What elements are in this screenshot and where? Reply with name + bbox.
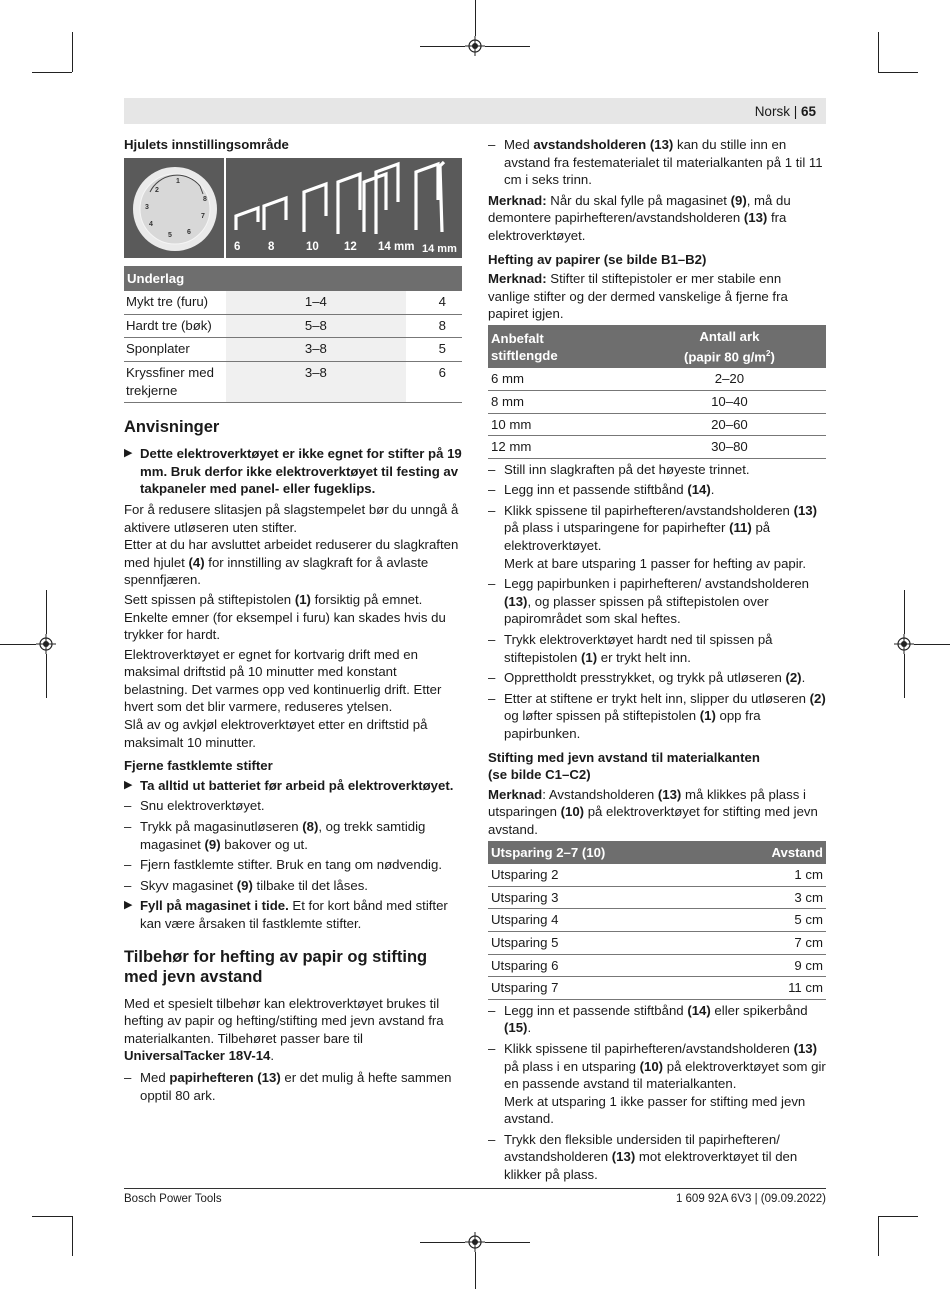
dial-icon xyxy=(130,164,220,254)
list-item xyxy=(488,502,826,572)
paragraph: For å redusere slitasjen på slagstempelet bør du unngå å aktivere utløseren uten stifter. xyxy=(124,501,459,535)
text-run: . xyxy=(527,1020,532,1036)
footer-brand: Bosch Power Tools xyxy=(124,1193,222,1205)
text-run: Opprettholdt presstrykket, og trykk på utløseren xyxy=(504,670,786,686)
crop-mark xyxy=(32,1216,72,1217)
text-run: bakover og ut. xyxy=(220,836,308,852)
table-row xyxy=(488,931,826,954)
list-item: – Still inn slagkraften på det høyeste trinnet. xyxy=(488,461,826,479)
crop-mark xyxy=(72,32,73,72)
list-item xyxy=(488,631,826,666)
ref-number: (2) xyxy=(785,670,802,686)
paragraph xyxy=(488,270,826,323)
ref-number: (13) xyxy=(611,1149,636,1165)
table-cell: 5 cm xyxy=(717,909,826,932)
staple-label: 12 xyxy=(344,240,357,253)
registration-mark-icon xyxy=(894,634,914,654)
text-run: Stifter til stiftepistoler er mer stabile enn vanlige stifter og der dermed vanskelige å fjerne fra papiret igjen. xyxy=(488,271,788,322)
dial-number: 5 xyxy=(168,231,172,239)
table-row xyxy=(488,390,826,413)
dial-number: 6 xyxy=(187,228,191,236)
text-run: mot elektroverktøyet til den klikker på plass. xyxy=(504,1149,798,1183)
text-run: og løfter spissen på stiftepistolen xyxy=(504,708,700,724)
ref-number: (1) xyxy=(699,708,716,724)
text-run: Etter at du har avsluttet arbeidet reduserer du slagkraften med hjulet xyxy=(124,537,459,570)
table-cell: 8 xyxy=(406,314,462,338)
table-cell: Utsparing 5 xyxy=(488,931,717,954)
ref-number: (13) xyxy=(793,1040,818,1056)
list-item: – Fjern fastklemte stifter. Bruk en tang om nødvendig. xyxy=(124,856,462,874)
table-cell: 10–40 xyxy=(633,390,826,413)
crop-mark xyxy=(485,1242,530,1243)
ref-number: (14) xyxy=(687,482,711,498)
ref-number: (13) xyxy=(504,593,528,609)
table-row xyxy=(124,338,462,362)
ref-number: (4) xyxy=(188,554,205,570)
text-run: : Avstandsholderen xyxy=(542,786,658,802)
table-cell: 3–8 xyxy=(226,338,406,362)
text-run: , og trekk samtidig magasinet xyxy=(140,819,426,852)
paragraph: Elektroverktøyet er egnet for kortvarig drift med en maksimal driftstid på 10 minutter med konstant belastning. Det varmes opp ved kontinuerlig drift. Etter hvert som det blir varmere, reduseres ytelsen. xyxy=(124,646,442,715)
table-cell: 12 mm xyxy=(488,436,633,459)
paragraph xyxy=(488,786,826,839)
header-text: 2 xyxy=(766,348,771,358)
header-text: stiftlengde xyxy=(491,347,558,363)
paragraph xyxy=(124,591,462,644)
text-run: forsiktig på emnet. Enkelte emner (for eksempel i furu) kan skades hvis du trykker for hardt. xyxy=(124,591,446,643)
ref-number: (11) xyxy=(729,520,752,536)
ref-number: avstandsholderen (13) xyxy=(533,137,674,152)
list-item xyxy=(488,1040,826,1128)
paragraph xyxy=(124,995,462,1065)
text-run: Merk at bare utsparing 1 passer for hefting av papir. xyxy=(504,555,807,571)
table-cell: 6 xyxy=(406,361,462,402)
warning-item xyxy=(124,897,462,932)
table-cell: 4 xyxy=(406,291,462,314)
table-cell: Utsparing 6 xyxy=(488,954,717,977)
arrow-icon: ▶ xyxy=(124,447,133,460)
table-cell: 8 mm xyxy=(488,390,633,413)
crop-mark xyxy=(485,46,530,47)
range-title: Hjulets innstillingsområde xyxy=(124,137,289,152)
section-title: Tilbehør for hefting av papir og stifting med jevn avstand xyxy=(124,947,428,986)
warning-text: Fyll på magasinet i tide. xyxy=(140,898,289,914)
paragraph: Slå av og avkjøl elektroverktøyet etter en driftstid på maksimalt 10 minutter. xyxy=(124,717,428,750)
ref-number: (1) xyxy=(580,649,598,665)
subsection-title: Hefting av papirer (se bilde B1–B2) xyxy=(488,251,707,267)
ref-number: papirhefteren (13) xyxy=(169,1069,281,1085)
table-cell: Utsparing 2 xyxy=(488,864,717,886)
ref-number: (9) xyxy=(236,877,253,893)
header-text: Antall ark xyxy=(699,328,760,344)
crop-mark xyxy=(46,590,47,634)
text-run: Trykk på magasinutløseren xyxy=(140,819,303,835)
header-text: (papir 80 g/m xyxy=(683,349,767,365)
staple-label: 8 xyxy=(268,240,275,253)
list-item xyxy=(488,136,826,189)
staple-label: 10 xyxy=(306,240,319,253)
table-cell: 20–60 xyxy=(633,413,826,436)
text-run: på elektroverktøyet som gir en passende avstand til materialkanten. xyxy=(504,1058,826,1092)
list-item xyxy=(488,1131,826,1184)
warning-item xyxy=(124,445,462,498)
page-header xyxy=(124,98,826,124)
staple-figure xyxy=(124,158,462,258)
arrow-icon: ▶ xyxy=(124,778,133,791)
list-item: – Snu elektroverktøyet. xyxy=(124,797,462,815)
table-header-row xyxy=(124,266,462,292)
table-row xyxy=(488,886,826,909)
page-number: 65 xyxy=(800,104,816,119)
substrate-table xyxy=(124,266,462,404)
text-run: kan du stille inn en avstand fra festematerialet til materialkanten på 1 til 11 cm i seks trinn. xyxy=(504,137,823,188)
text-run: på plass i en utsparing xyxy=(504,1058,640,1074)
header-text: Norsk | 65 xyxy=(754,104,816,119)
table-cell: 30–80 xyxy=(633,436,826,459)
crop-mark xyxy=(878,1216,879,1256)
text-run: tilbake til det låses. xyxy=(252,877,368,893)
text-run: Klikk spissene til papirhefteren/avstandsholderen xyxy=(504,1040,794,1056)
warning-item xyxy=(124,777,462,795)
list-item xyxy=(488,690,826,743)
table-header xyxy=(633,325,826,368)
table-cell: 6 mm xyxy=(488,368,633,390)
crop-mark xyxy=(904,590,905,634)
text-run: på elektroverktøyet for stifting med jevn avstand. xyxy=(488,804,818,837)
header-section: Norsk xyxy=(754,104,790,119)
table-cell: 11 cm xyxy=(717,977,826,1000)
table-cell: 9 cm xyxy=(717,954,826,977)
ref-number: (9) xyxy=(730,192,747,208)
text-run: må klikkes på plass i utsparingen xyxy=(488,786,806,820)
table-cell: Kryssfiner med trekjerne xyxy=(124,361,226,402)
text-run: Med et spesielt tilbehør kan elektroverktøyet brukes til hefting av papir og hefting/stifting med jevn avstand fra materialkanten. Tilbehøret passer bare til xyxy=(124,995,444,1046)
list-item xyxy=(124,818,462,853)
table-row xyxy=(124,291,462,314)
text-run: Etter at stiftene er trykt helt inn, slipper du utløseren xyxy=(504,690,810,706)
table-cell: Hardt tre (bøk) xyxy=(124,314,226,338)
table-header: Underlag xyxy=(124,266,462,292)
table-cell: Utsparing 3 xyxy=(488,886,717,909)
crop-mark xyxy=(420,46,465,47)
dial-number: 2 xyxy=(155,186,159,194)
table-row xyxy=(488,413,826,436)
text-run: for innstilling av slagkraft for å avlaste spennfjæren. xyxy=(124,554,429,588)
ref-number: (1) xyxy=(294,591,311,607)
table-row xyxy=(488,954,826,977)
text-run: Med xyxy=(140,1069,170,1085)
crop-mark xyxy=(475,1252,476,1289)
text-run: Trykk den fleksible undersiden til papirhefteren/ avstandsholderen xyxy=(504,1131,780,1165)
table-cell: Utsparing 4 xyxy=(488,909,717,932)
text-run: fra elektroverktøyet. xyxy=(488,210,787,243)
text-run: Med xyxy=(504,137,534,152)
figure-divider xyxy=(224,158,226,258)
dial-number: 4 xyxy=(149,220,153,228)
list-item xyxy=(124,877,462,895)
registration-mark-icon xyxy=(465,36,485,56)
registration-mark-icon xyxy=(465,1232,485,1252)
table-cell: 5 xyxy=(406,338,462,362)
note-label: Merknad: xyxy=(488,192,547,208)
table-cell: Sponplater xyxy=(124,338,226,362)
title-line: (se bilde C1–C2) xyxy=(488,767,591,783)
arrow-icon: ▶ xyxy=(124,899,133,912)
table-cell: 2–20 xyxy=(633,368,826,390)
table-row xyxy=(488,368,826,390)
registration-mark-icon xyxy=(36,634,56,654)
table-row xyxy=(488,436,826,459)
table-header: Utsparing 2–7 (10) xyxy=(488,841,717,865)
list-item xyxy=(488,575,826,628)
table-header-row xyxy=(488,841,826,865)
text-run: Merk at utsparing 1 ikke passer for stifting med jevn avstand. xyxy=(504,1093,806,1127)
staple-label: 6 xyxy=(234,240,241,253)
footer-docnum: 1 609 92A 6V3 | (09.09.2022) xyxy=(675,1193,826,1205)
header-text: ) xyxy=(770,349,775,365)
table-cell: 1–4 xyxy=(226,291,406,314)
ref-number: (8) xyxy=(302,819,319,835)
table-cell: Mykt tre (furu) xyxy=(124,291,226,314)
text-run: Legg inn et passende stiftbånd xyxy=(504,1002,688,1018)
table-row xyxy=(124,314,462,338)
table-header-row xyxy=(488,325,826,368)
table-row xyxy=(124,361,462,402)
crop-mark xyxy=(878,72,918,73)
text-run: er det mulig å hefte sammen opptil 80 ark. xyxy=(140,1069,452,1103)
table-cell: Utsparing 7 xyxy=(488,977,717,1000)
spacing-table xyxy=(488,841,826,1000)
table-row xyxy=(488,909,826,932)
text-run: Skyv magasinet xyxy=(140,877,237,893)
crop-mark xyxy=(0,644,36,645)
table-cell: 1 cm xyxy=(717,864,826,886)
text-run: på plass i utsparingene for papirhefter xyxy=(504,520,730,536)
text-run: Trykk elektroverktøyet hardt ned til spissen på stiftepistolen xyxy=(504,632,773,665)
text-run: Når du skal fylle på magasinet xyxy=(546,192,731,208)
text-run: på elektroverktøyet. xyxy=(504,520,771,554)
crop-mark xyxy=(72,1216,73,1256)
table-cell: 3–8 xyxy=(226,361,406,402)
table-cell: 10 mm xyxy=(488,413,633,436)
crop-mark xyxy=(878,1216,918,1217)
footer-divider xyxy=(124,1188,826,1189)
subsection-title xyxy=(488,749,826,784)
list-item xyxy=(488,1002,826,1037)
ref-number: (10) xyxy=(560,804,585,820)
table-header: Avstand xyxy=(717,841,826,865)
ref-number: (2) xyxy=(809,690,826,706)
note-label: Merknad xyxy=(488,786,543,802)
right-column xyxy=(488,136,826,1187)
warning-text: Ta alltid ut batteriet før arbeid på elektroverktøyet. xyxy=(140,777,454,793)
staple-label: 14 mm xyxy=(422,242,457,255)
crop-mark xyxy=(420,1242,465,1243)
table-header xyxy=(488,325,633,368)
ref-number: (15) xyxy=(504,1020,528,1036)
note-label: Merknad: xyxy=(488,271,547,287)
section-title: Anvisninger xyxy=(124,418,220,437)
paragraph xyxy=(124,536,462,589)
table-cell: 7 cm xyxy=(717,931,826,954)
text-run: . xyxy=(270,1048,275,1064)
list-item xyxy=(488,481,826,499)
header-text: Anbefalt xyxy=(491,330,544,346)
table-row xyxy=(488,864,826,886)
crop-mark xyxy=(904,654,905,698)
dial-number: 1 xyxy=(176,177,180,185)
dial-number: 8 xyxy=(203,195,207,203)
text-run: Legg papirbunken i papirhefteren/ avstandsholderen xyxy=(504,576,809,592)
list-item xyxy=(488,669,826,687)
dial-number: 7 xyxy=(201,212,205,220)
text-run: , og plasser spissen på stiftepistolen over papirområdet som skal heftes. xyxy=(504,593,769,627)
ref-number: (14) xyxy=(687,1002,711,1018)
dial-number: 3 xyxy=(145,203,149,211)
staples-icon xyxy=(228,158,462,258)
text-run: er trykt helt inn. xyxy=(597,649,691,665)
left-column xyxy=(124,136,462,1107)
text-run: eller spikerbånd xyxy=(710,1002,808,1018)
crop-mark xyxy=(32,72,72,73)
text-run: opp fra papirbunken. xyxy=(504,708,761,742)
text-run: Et for kort bånd med stifter kan være årsaken til fastklemte stifter. xyxy=(140,898,448,931)
text-run: Klikk spissene til papirhefteren/avstandsholderen xyxy=(504,502,794,518)
crop-mark xyxy=(878,32,879,72)
warning-text: Dette elektroverktøyet er ikke egnet for stifter på 19 mm. Bruk derfor ikke elektroverktøyet til festing av takpaneler med panel- eller fugeklips. xyxy=(140,446,462,497)
ref-number: (13) xyxy=(743,210,768,226)
paragraph xyxy=(488,192,826,245)
text-run: Sett spissen på stiftepistolen xyxy=(124,591,295,607)
crop-mark xyxy=(914,644,950,645)
ref-number: (13) xyxy=(793,502,818,518)
table-row xyxy=(488,977,826,1000)
ref-number: (13) xyxy=(657,786,682,802)
text-run: . xyxy=(801,670,806,686)
text-run: . xyxy=(710,482,715,498)
list-item xyxy=(124,1069,462,1104)
product-name: UniversalTacker 18V-14 xyxy=(124,1048,271,1064)
text-run: , må du demontere papirhefteren/avstandsholderen xyxy=(488,192,791,226)
staple-label: 14 mm xyxy=(378,240,415,253)
subsection-title: Fjerne fastklemte stifter xyxy=(124,758,273,774)
ref-number: (10) xyxy=(639,1058,664,1074)
ref-number: (9) xyxy=(204,836,221,852)
sheets-table xyxy=(488,325,826,459)
table-cell: 3 cm xyxy=(717,886,826,909)
title-line: Stifting med jevn avstand til materialkanten xyxy=(488,749,760,765)
crop-mark xyxy=(46,654,47,698)
text-run: Legg inn et passende stiftbånd xyxy=(504,482,688,498)
table-cell: 5–8 xyxy=(226,314,406,338)
crop-mark xyxy=(475,0,476,36)
